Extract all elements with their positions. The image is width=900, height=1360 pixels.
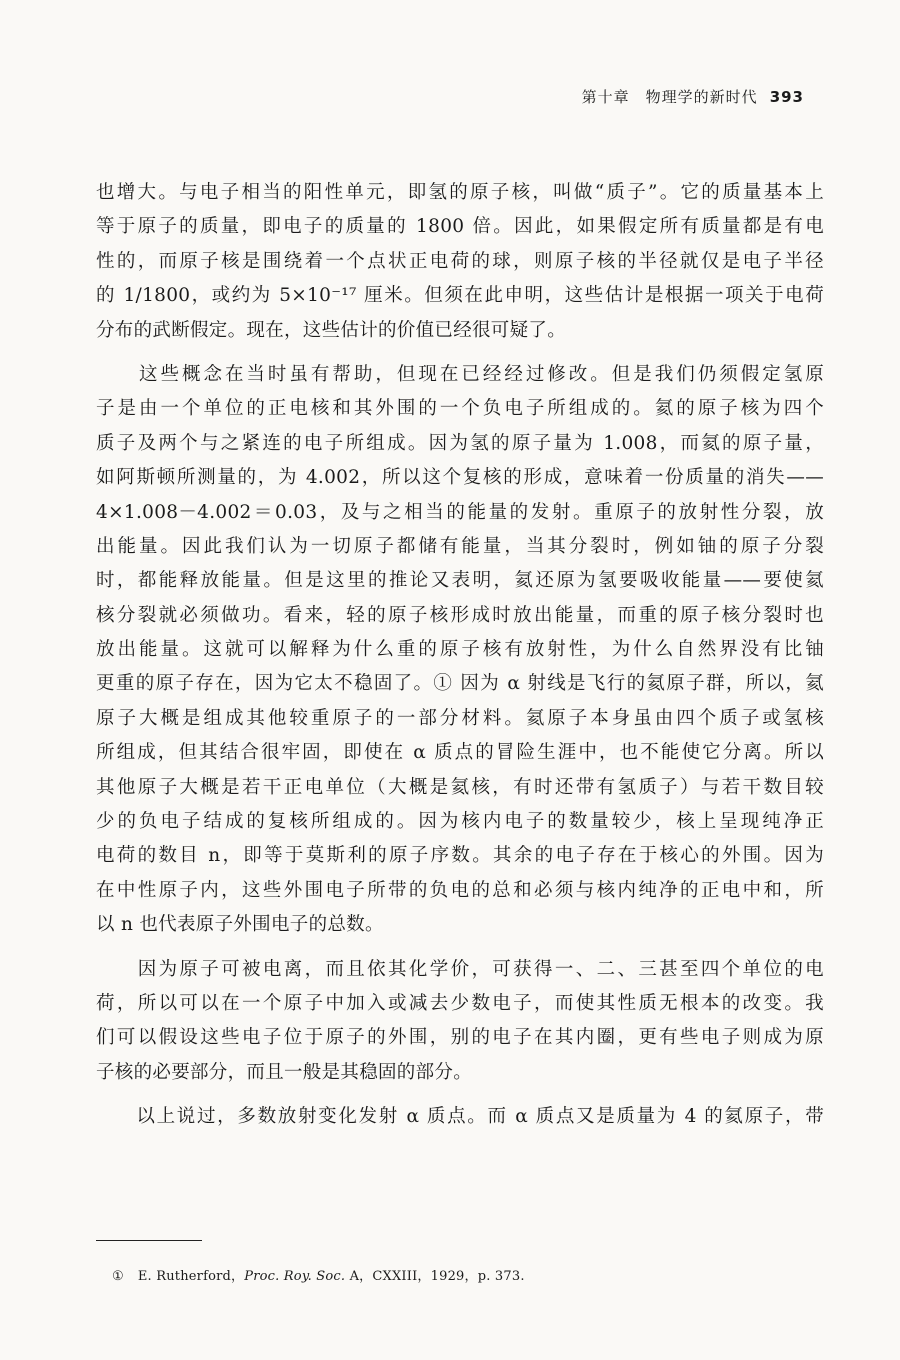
text-line: 分布的武断假定。现在，这些估计的价值已经很可疑了。 [96,319,567,341]
text-line: 的 1/1800，或约为 5×10⁻¹⁷ 厘米。但须在此申明，这些估计是根据一项关于电荷 [96,285,824,307]
text-line: 也增大。与电子相当的阳性单元，即氢的原子核，叫做“质子”。它的质量基本上 [96,182,824,203]
text-line: 放出能量。这就可以解释为什么重的原子核有放射性，为什么自然界没有比铀 [96,639,824,661]
text-line: 出能量。因此我们认为一切原子都储有能量，当其分裂时，例如铀的原子分裂 [96,535,824,557]
text-line: 所组成，但其结合很牢固，即使在 α 质点的冒险生涯中，也不能使它分离。所以 [96,742,824,764]
footnote [112,1265,525,1284]
text-line: 性的，而原子核是围绕着一个点状正电荷的球，则原子核的半径就仅是电子半径 [96,250,824,272]
body-text [96,176,824,1135]
footnote-journal: Proc. Roy. Soc. [244,1269,346,1284]
text-line: 电荷的数目 n，即等于莫斯利的原子序数。其余的电子存在于核心的外围。因为 [96,845,824,867]
paragraph [96,953,824,1091]
text-line: 4×1.008－4.002＝0.03，及与之相当的能量的发射。重原子的放射性分裂，放 [96,501,824,523]
text-line: 其他原子大概是若干正电单位（大概是氦核，有时还带有氢质子）与若干数目较 [96,776,824,798]
text-line: 这些概念在当时虽有帮助，但现在已经经过修改。但是我们仍须假定氢原 [96,363,824,385]
paragraph [96,1100,824,1134]
text-line: 核分裂就必须做功。看来，轻的原子核形成时放出能量，而重的原子核分裂时也 [96,604,824,626]
chapter-title: 第十章 物理学的新时代 [581,88,758,106]
paragraph [96,358,824,943]
text-line: 少的负电子结成的复核所组成的。因为核内电子的数量较少，核上呈现纯净正 [96,811,824,833]
text-line: 如阿斯顿所测量的，为 4.002，所以这个复核的形成，意味着一份质量的消失—— [96,467,824,489]
text-line: 时，都能释放能量。但是这里的推论又表明，氦还原为氢要吸收能量——要使氦 [96,570,824,592]
text-line: 以 n 也代表原子外围电子的总数。 [96,914,384,936]
text-line: 以上说过，多数放射变化发射 α 质点。而 α 质点又是质量为 4 的氦原子，带 [96,1106,824,1128]
page-number: 393 [769,88,804,106]
text-line: 荷，所以可以在一个原子中加入或减去少数电子，而使其性质无根本的改变。我 [96,992,824,1014]
footnote-reference: A，CXXIII，1929，p. 373. [345,1269,525,1284]
text-line: 更重的原子存在，因为它太不稳固了。① 因为 α 射线是飞行的氦原子群，所以，氦 [96,673,824,695]
text-line: 质子及两个与之紧连的电子所组成。因为氢的原子量为 1.008，而氦的原子量， [96,432,824,454]
running-header [582,86,804,107]
footnote-author: E. Rutherford， [137,1269,245,1284]
text-line: 子是由一个单位的正电核和其外围的一个负电子所组成的。氦的原子核为四个 [96,398,824,420]
text-line: 原子大概是组成其他较重原子的一部分材料。氦原子本身虽由四个质子或氢核 [96,707,824,729]
text-line: 在中性原子内，这些外围电子所带的负电的总和必须与核内纯净的正电中和，所 [96,879,824,901]
text-line: 因为原子可被电离，而且依其化学价，可获得一、二、三甚至四个单位的电 [96,958,824,980]
text-line: 们可以假设这些电子位于原子的外围，别的电子在其内圈，更有些电子则成为原 [96,1027,824,1049]
text-line: 子核的必要部分，而且一般是其稳固的部分。 [96,1061,473,1083]
footnote-mark: ① [112,1269,124,1284]
text-line: 等于原子的质量，即电子的质量的 1800 倍。因此，如果假定所有质量都是有电 [96,216,824,238]
footnote-rule [96,1240,202,1241]
paragraph [96,176,824,348]
